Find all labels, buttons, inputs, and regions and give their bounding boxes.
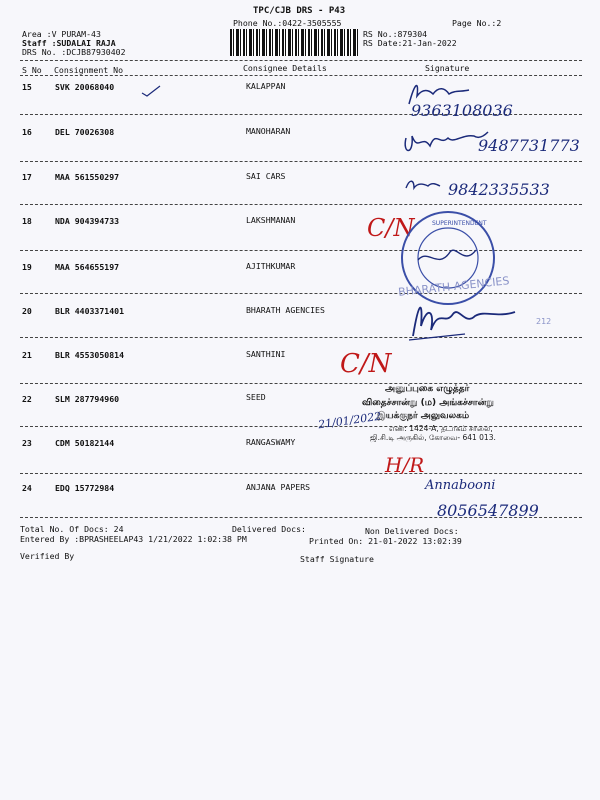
row-sno: 22 [22,394,32,404]
tamil-stamp-line: அனுப்புகை எழுத்தர் [385,384,470,394]
row-divider [20,383,582,384]
row-sno: 20 [22,306,32,316]
row-consignment: SLM 287794960 [55,394,120,404]
row-sno: 15 [22,82,32,92]
table-row [0,438,600,448]
handwritten-hr-mark: H/R [385,453,425,477]
table-row [0,483,600,493]
row-divider [20,473,582,474]
divider [20,75,582,76]
row-consignment: CDM 50182144 [55,438,115,448]
area: Area :V PURAM-43 [22,29,101,39]
agency-stamp: BHARATH AGENCIES [397,274,510,299]
table-row [0,216,600,226]
col-consignment: Consignment No [54,65,124,75]
staff-name: Staff :SUDALAI RAJA [22,38,116,48]
page-number: Page No.:2 [452,18,502,28]
row-divider [20,204,582,205]
row-consignment: DEL 70026308 [55,127,115,137]
handwritten-date: 21/01/2022 [317,409,383,432]
handwritten-phone: 9842335533 [448,180,550,199]
tamil-stamp-line: விதைச்சான்று (ம) அங்கச்சான்று [362,398,494,408]
handwritten-cn-mark: C/N [367,214,415,242]
tamil-stamp-line: ஜி.சி.டி அருகில், கோவை- 641 013. [370,433,496,442]
signature-scribble [400,124,490,160]
agency-stamp-number: 212 [536,317,552,326]
handwritten-phone: 9363108036 [411,101,513,120]
drs-number: DRS No. :DCJB87930402 [22,47,126,57]
row-sno: 17 [22,172,32,182]
row-consignee: SAI CARS [246,171,286,181]
barcode [230,29,358,56]
signature-scribble [405,296,525,344]
tamil-stamp-line: இயக்குநர் அலுவலகம் [377,411,470,421]
col-consignee: Consignee Details [243,63,327,73]
row-consignment: NDA 904394733 [55,216,120,226]
table-row [0,82,600,92]
row-divider [20,426,582,427]
row-consignee: LAKSHMANAN [246,215,296,225]
row-consignment: MAA 564655197 [55,262,120,272]
row-consignee: SEED [246,392,266,402]
row-sno: 18 [22,216,32,226]
row-sno: 23 [22,438,32,448]
signature-scribble [402,174,442,196]
row-consignment: BLR 4553050814 [55,350,125,360]
divider [20,60,582,61]
verified-by: Verified By [20,551,75,561]
row-sno: 16 [22,127,32,137]
rs-number: RS No.:879304 [363,29,428,39]
seal-text: SUPERINTENDENT [432,220,487,227]
row-divider [20,161,582,162]
entered-by: Entered By :BPRASHEELAP43 1/21/2022 1:02:38 PM [20,534,247,544]
table-row [0,350,600,360]
printed-on: Printed On: 21-01-2022 13:02:39 [309,536,462,546]
non-delivered-docs: Non Delivered Docs: [365,526,459,536]
handwritten-phone: 9487731773 [478,136,580,155]
staff-signature: Staff Signature [300,554,374,564]
row-consignee: ANJANA PAPERS [246,482,311,492]
table-row [0,394,600,404]
row-sno: 24 [22,483,32,493]
handwritten-cn-mark: C/N [340,349,392,379]
rs-date: RS Date:21-Jan-2022 [363,38,457,48]
col-sno: S No [22,65,42,75]
row-consignee: MANOHARAN [246,126,291,136]
row-consignee: RANGASWAMY [246,437,296,447]
row-consignment: MAA 561550297 [55,172,120,182]
row-consignment: EDQ 15772984 [55,483,115,493]
handwritten-signature: Annabooni [425,478,496,493]
row-sno: 21 [22,350,32,360]
row-consignee: KALAPPAN [246,81,286,91]
tamil-stamp-line: எண்: 1424-A, தடாகம் சாலை, [389,424,493,433]
row-consignee: SANTHINI [246,349,286,359]
col-signature: Signature [425,63,470,73]
table-row [0,262,600,272]
delivered-docs: Delivered Docs: [232,524,306,534]
row-consignee: BHARATH AGENCIES [246,305,325,315]
tick-mark [140,84,162,98]
row-sno: 19 [22,262,32,272]
phone-number: Phone No.:0422-3505555 [233,18,342,28]
row-consignee: AJITHKUMAR [246,261,296,271]
row-consignment: BLR 4403371401 [55,306,125,316]
drs-title: TPC/CJB DRS - P43 [253,6,346,16]
handwritten-phone: 8056547899 [437,501,539,520]
total-docs: Total No. Of Docs: 24 [20,524,124,534]
row-consignment: SVK 20068040 [55,82,115,92]
